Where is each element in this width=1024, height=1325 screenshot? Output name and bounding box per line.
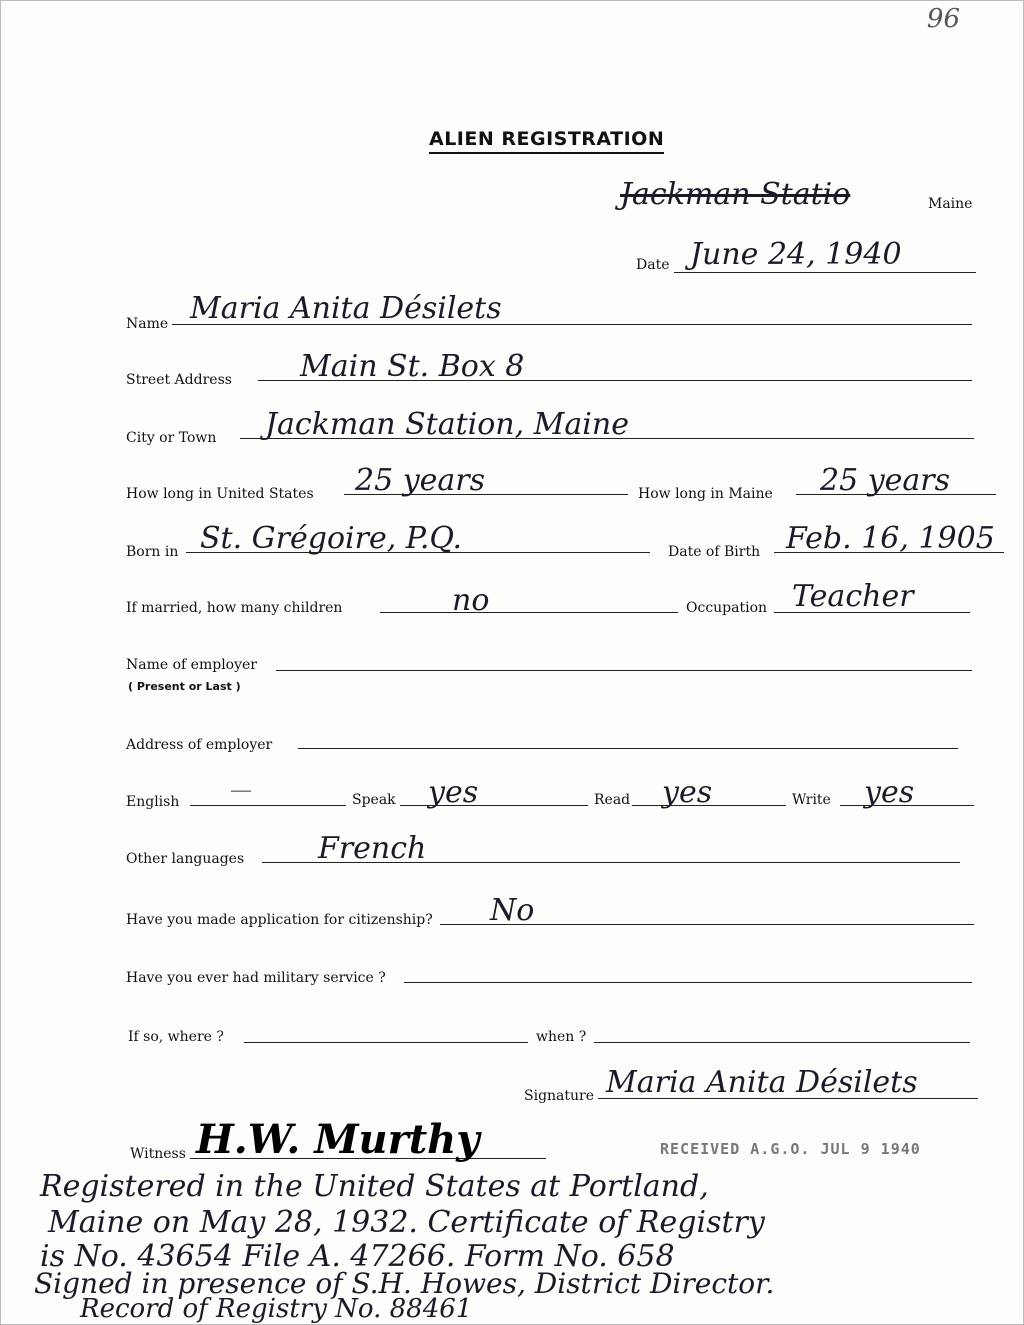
speak-label: Speak [352,792,396,808]
children-line [380,612,678,613]
witness-signature[interactable]: H.W. Murthy [196,1116,480,1163]
note-line-3: is No. 43654 File A. 47266. Form No. 658 [40,1239,675,1274]
witness-label: Witness [130,1146,186,1162]
when-label: when ? [536,1029,587,1045]
when-line[interactable] [594,1042,970,1043]
occupation-value[interactable]: Teacher [792,579,914,614]
how-long-maine-value[interactable]: 25 years [820,463,951,498]
born-in-value[interactable]: St. Grégoire, P.Q. [200,521,463,556]
read-value[interactable]: yes [662,775,713,810]
employer-address-label: Address of employer [126,737,273,753]
name-value[interactable]: Maria Anita Désilets [190,291,502,326]
occupation-label: Occupation [686,600,768,616]
note-line-4: Signed in presence of S.H. Howes, District Director. [34,1267,775,1300]
english-label: English [126,794,180,810]
corner-page-number: 96 [926,4,960,34]
write-value[interactable]: yes [864,775,915,810]
date-label: Date [636,257,670,273]
military-label: Have you ever had military service ? [126,970,386,986]
employer-line[interactable] [276,670,972,671]
date-value[interactable]: June 24, 1940 [690,237,902,272]
note-line-2: Maine on May 28, 1932. Certificate of Registry [48,1205,765,1240]
where-label: If so, where ? [128,1029,224,1045]
how-long-us-label: How long in United States [126,486,314,502]
form-title: ALIEN REGISTRATION [429,128,664,154]
english-value[interactable]: — [230,778,252,803]
city-value[interactable]: Jackman Station, Maine [265,407,629,442]
where-line[interactable] [244,1042,528,1043]
employer-label: Name of employer [126,657,257,673]
street-label: Street Address [126,372,232,388]
signature-value[interactable]: Maria Anita Désilets [606,1065,918,1100]
employer-sublabel: ( Present or Last ) [128,680,241,693]
children-label: If married, how many children [126,600,343,616]
employer-address-line[interactable] [298,748,958,749]
english-line [190,805,346,806]
street-value[interactable]: Main St. Box 8 [300,349,525,384]
name-label: Name [126,316,169,332]
how-long-us-value[interactable]: 25 years [355,463,486,498]
how-long-maine-label: How long in Maine [638,486,773,502]
city-label: City or Town [126,430,217,446]
received-stamp: RECEIVED A.G.O. JUL 9 1940 [660,1140,921,1158]
born-in-label: Born in [126,544,179,560]
military-line[interactable] [404,982,972,983]
signature-label: Signature [524,1088,595,1104]
citizenship-label: Have you made application for citizenship? [126,912,433,928]
read-label: Read [594,792,631,808]
date-line [674,272,976,273]
speak-value[interactable]: yes [428,775,479,810]
other-languages-value[interactable]: French [318,831,427,866]
note-line-5: Record of Registry No. 88461 [80,1294,473,1324]
other-languages-label: Other languages [126,851,245,867]
dob-value[interactable]: Feb. 16, 1905 [786,521,995,556]
write-label: Write [792,792,831,808]
citizenship-value[interactable]: No [490,893,535,928]
dob-label: Date of Birth [668,544,761,560]
place-state-label: Maine [928,196,973,212]
children-value[interactable]: no [452,583,490,618]
note-line-1: Registered in the United States at Portland, [40,1169,709,1204]
place-handwritten: Jackman Statio [620,177,851,212]
